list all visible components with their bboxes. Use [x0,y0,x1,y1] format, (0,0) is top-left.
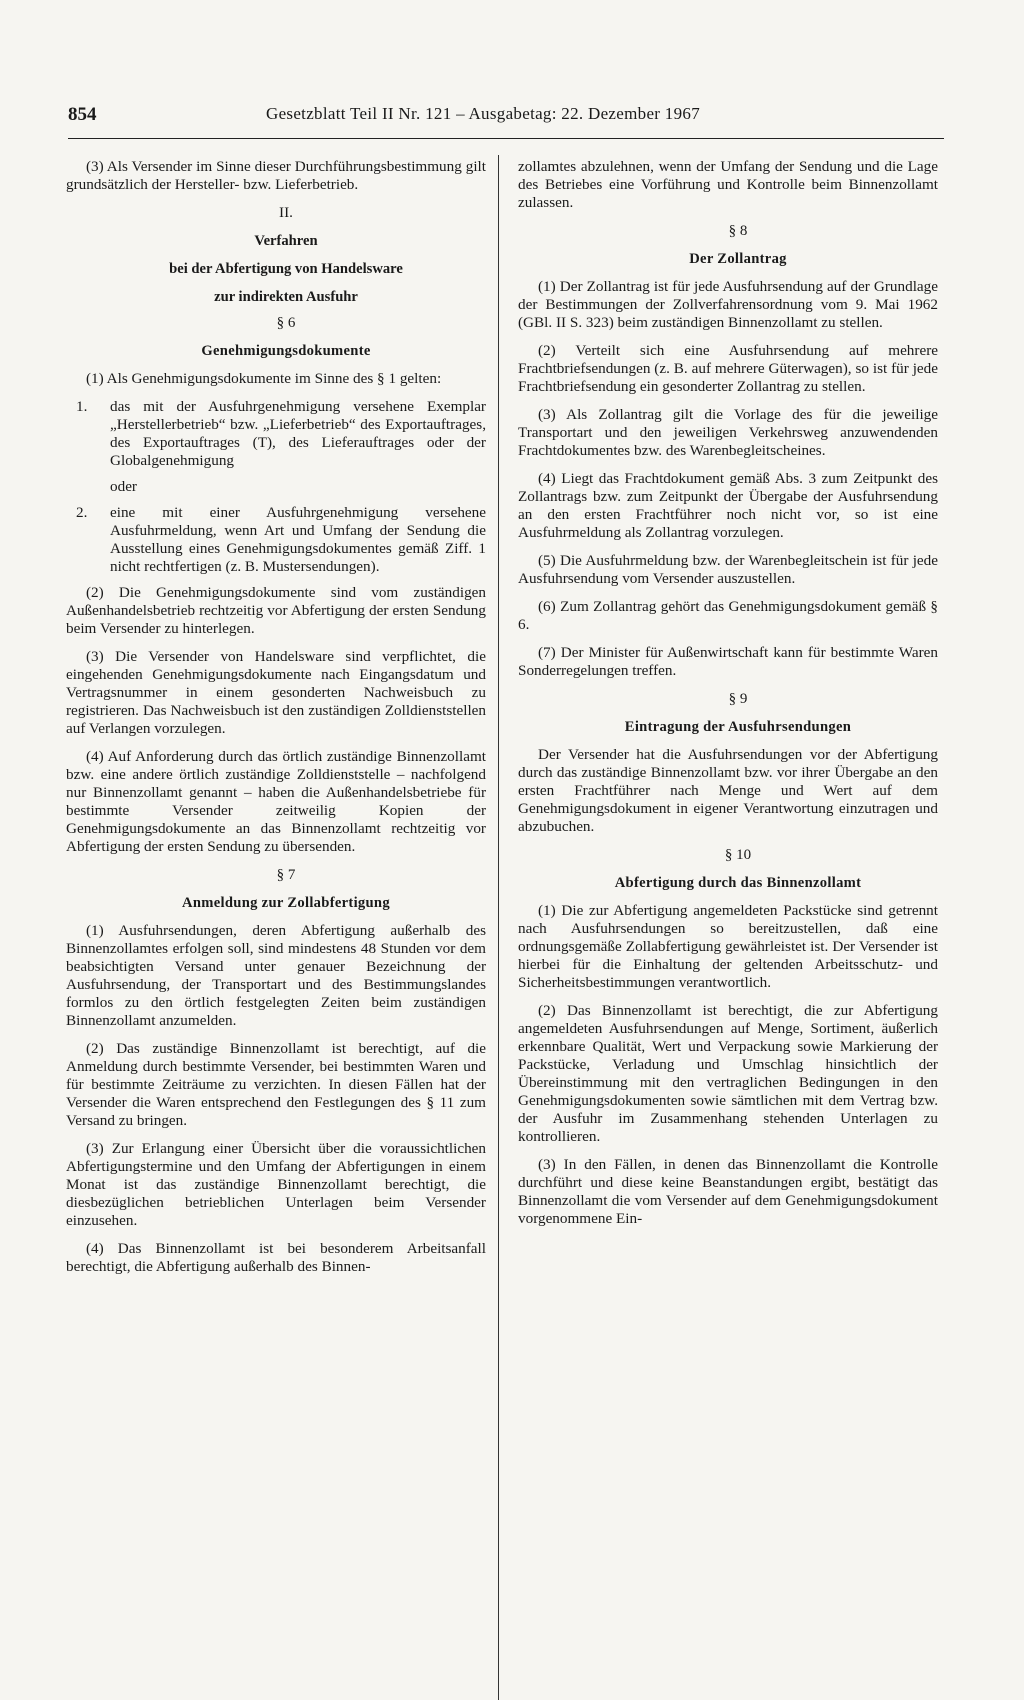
paragraph: (3) Zur Erlangung einer Übersicht über die voraussichtlichen Abfertigungstermine und den Umfang der Abfertigungen in einem Monat ist das zuständige Binnenzollamt berechtigt, die diesbezüglichen betrieblichen Unterlagen beim Versender einzusehen. [66,1140,486,1229]
section-number: § 6 [276,315,296,331]
list-item [66,504,486,576]
section-title: Anmeldung zur Zollabfertigung [182,895,390,911]
list-text: das mit der Ausfuhrgenehmigung versehene Exemplar „Herstellerbetrieb“ bzw. „Lieferbetrieb“ des Exportauftrages, des Exportauftrages (T), des Lieferauftrages oder der Globalgenehmigung [110,398,486,469]
section-number: § 8 [728,223,748,239]
paragraph: (6) Zum Zollantrag gehört das Genehmigungsdokument gemäß § 6. [518,598,938,633]
paragraph: (3) Als Versender im Sinne dieser Durchführungsbestimmung gilt grundsätzlich der Hersteller- bzw. Lieferbetrieb. [66,158,486,193]
paragraph: (3) Die Versender von Handelsware sind verpflichtet, die eingehenden Genehmigungsdokumente nach Eingangsdatum und Vertragsnummer in einem gesonderten Nachweisbuch zu registrieren. Das Nachweisbuch ist den zuständigen Zolldienststellen auf Verlangen vorzulegen. [66,648,486,737]
list-number: 2. [76,504,88,521]
column-divider [498,155,499,1700]
paragraph: (1) Ausfuhrsendungen, deren Abfertigung außerhalb des Binnenzollamtes erfolgen soll, sind mindestens 48 Stunden vor dem beabsichtigten Versand unter genauer Bezeichnung der Ausfuhrsendung, der Transportart und des Bestimmungslandes formlos zu den örtlich festgelegten Zeiten beim zuständigen Binnenzollamt anzumelden. [66,922,486,1029]
paragraph: (2) Die Genehmigungsdokumente sind vom zuständigen Außenhandelsbetrieb rechtzeitig vor Abfertigung der ersten Sendung beim Versender zu hinterlegen. [66,584,486,637]
section-number: § 7 [276,867,296,883]
paragraph: (3) In den Fällen, in denen das Binnenzollamt die Kontrolle durchführt und diese keine Beanstandungen ergibt, bestätigt das Binnenzollamt die vom Versender auf dem Genehmigungsdokument vorgenommene Ein- [518,1156,938,1227]
right-column [518,158,938,1238]
section-title: Eintragung der Ausfuhrsendungen [624,719,852,735]
paragraph: (4) Auf Anforderung durch das örtlich zuständige Binnenzollamt bzw. eine andere örtlich zuständige Zolldienststelle – nachfolgend nur Binnenzollamt genannt – haben die Außenhandelsbetriebe für bestimmte Versender zeitweilig Kopien der Genehmigungsdokumente an das Binnenzollamt rechtzeitig vor Abfertigung der ersten Sendung zu übersenden. [66,748,486,855]
part-number: II. [279,204,293,221]
section-number: § 10 [724,847,752,863]
page-header [68,104,944,139]
paragraph: (4) Das Binnenzollamt ist bei besonderem Arbeitsanfall berechtigt, die Abfertigung außerhalb des Binnen- [66,1240,486,1275]
part-title-line: bei der Abfertigung von Handelsware [169,261,403,277]
paragraph: (4) Liegt das Frachtdokument gemäß Abs. 3 zum Zeitpunkt des Zollantrags bzw. zum Zeitpunkt der Übergabe der Ausfuhrsendung an den ersten Frachtführer noch nicht vor, so ist eine Ausfuhrmeldung als Zollantrag vorzulegen. [518,470,938,541]
left-column [66,158,486,1286]
paragraph: (3) Als Zollantrag gilt die Vorlage des für die jeweilige Transportart und den jeweiligen Verkehrsweg anzuwendenden Frachtdokumentes bzw. des Warenbegleitscheines. [518,406,938,459]
paragraph: (1) Die zur Abfertigung angemeldeten Packstücke sind getrennt nach Ausfuhrsendungen so bereitzustellen, daß eine ordnungsgemäße Zollabfertigung gewährleistet ist. Der Versender ist hierbei für die Einhaltung der geltenden Arbeitsschutz- und Sicherheitsbestimmungen verantwortlich. [518,902,938,991]
section-title: Genehmigungsdokumente [201,343,371,359]
section-title: Abfertigung durch das Binnenzollamt [614,875,862,891]
paragraph: (1) Der Zollantrag ist für jede Ausfuhrsendung auf der Grundlage der Bestimmungen der Zollverfahrensordnung vom 9. Mai 1962 (GBl. II S. 323) beim zuständigen Binnenzollamt zu stellen. [518,278,938,331]
header-title: Gesetzblatt Teil II Nr. 121 – Ausgabetag: 22. Dezember 1967 [266,104,701,123]
part-title-line: Verfahren [254,233,318,249]
list-text: eine mit einer Ausfuhrgenehmigung versehene Ausfuhrmeldung, wenn Art und Umfang der Sendung die Ausstellung eines Genehmigungsdokumentes gemäß Ziff. 1 nicht rechtfertigen (z. B. Mustersendungen). [110,504,486,575]
list-number: 1. [76,398,88,415]
paragraph: (2) Das zuständige Binnenzollamt ist berechtigt, auf die Anmeldung durch bestimmte Versender, bei bestimmten Waren und für bestimmte Zeiträume zu verzichten. In diesen Fällen hat der Versender die Waren entsprechend den Festlegungen des § 11 zum Versand zu bringen. [66,1040,486,1129]
paragraph: Der Versender hat die Ausfuhrsendungen vor der Abfertigung durch das zuständige Binnenzollamt bzw. vor ihrer Übergabe an den ersten Frachtführer nach Menge und Wert auf dem Genehmigungsdokument in eigener Verantwortung einzutragen und abzubuchen. [518,746,938,835]
paragraph: (2) Verteilt sich eine Ausfuhrsendung auf mehrere Frachtbriefsendungen (z. B. auf mehrere Güterwagen), so ist für jede Frachtbriefsendung ein gesonderter Zollantrag zu stellen. [518,342,938,395]
paragraph: (2) Das Binnenzollamt ist berechtigt, die zur Abfertigung angemeldeten Ausfuhrsendungen auf Menge, Sortiment, äußerlich erkennbare Qualität, Wert und Verpackung sowie Markierung der Packstücke, Verladung und Umschlag hinsichtlich der Übereinstimmung mit den vertraglichen Bedingungen in den Genehmigungsdokumenten sowie sämtlichen mit dem Vertrag bzw. der Ausfuhr im Zusammenhang stehenden Unterlagen zu kontrollieren. [518,1002,938,1145]
page-number: 854 [68,104,97,125]
paragraph: (1) Als Genehmigungsdokumente im Sinne des § 1 gelten: [86,370,442,387]
paragraph: zollamtes abzulehnen, wenn der Umfang der Sendung und die Lage des Betriebes eine Vorführung und Kontrolle beim Binnenzollamt zulassen. [518,158,938,211]
part-title-line: zur indirekten Ausfuhr [214,289,358,305]
section-number: § 9 [728,691,748,707]
list-conjunction: oder [110,478,137,495]
section-title: Der Zollantrag [689,251,787,267]
paragraph: (7) Der Minister für Außenwirtschaft kann für bestimmte Waren Sonderregelungen treffen. [518,644,938,679]
paragraph: (5) Die Ausfuhrmeldung bzw. der Warenbegleitschein ist für jede Ausfuhrsendung vom Versender auszustellen. [518,552,938,587]
list-item [66,398,486,470]
